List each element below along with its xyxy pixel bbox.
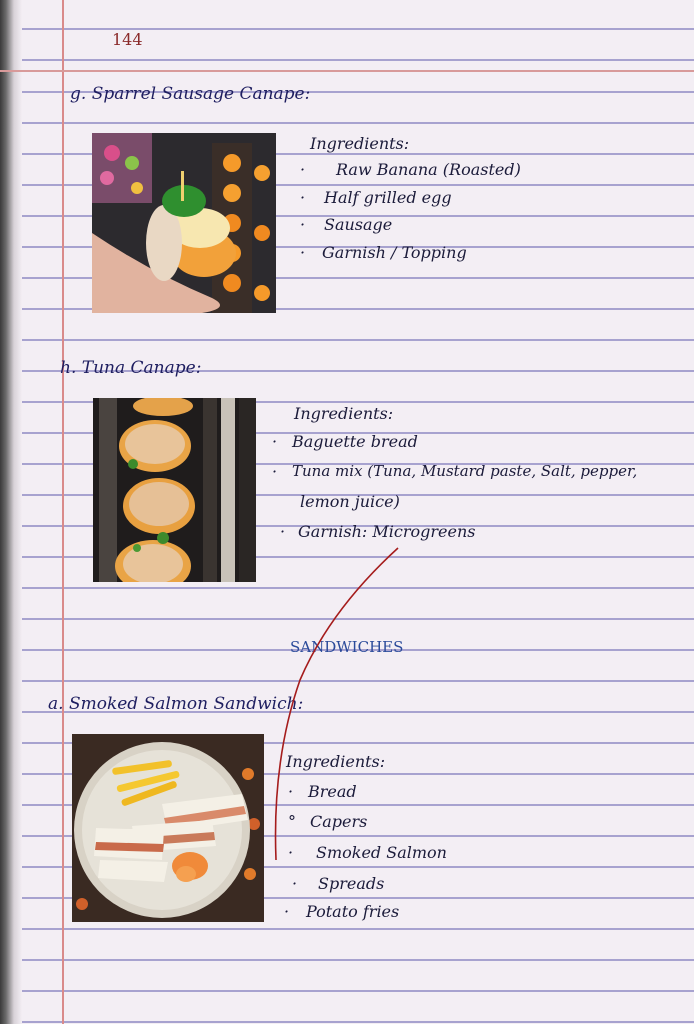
- ingredient-item: Raw Banana (Roasted): [336, 160, 521, 179]
- section-title-g: g. Sparrel Sausage Canape:: [70, 84, 311, 104]
- sandwiches-heading: SANDWICHES: [290, 638, 404, 656]
- ingredient-item: Baguette bread: [292, 432, 418, 451]
- ingredients-label-g: Ingredients:: [310, 134, 410, 153]
- bullet: ·: [300, 215, 306, 234]
- ingredient-item: Bread: [308, 782, 357, 801]
- ingredient-item: Sausage: [324, 215, 393, 234]
- ingredient-item: Spreads: [318, 874, 385, 893]
- ingredient-item: Half grilled egg: [324, 188, 452, 207]
- bullet: ·: [300, 160, 306, 179]
- bullet: °: [288, 812, 296, 831]
- bullet: ·: [288, 843, 294, 862]
- ingredient-item: Garnish / Topping: [322, 243, 467, 262]
- bullet: ·: [300, 188, 306, 207]
- bullet: ·: [272, 432, 278, 451]
- bullet: ·: [272, 462, 278, 481]
- ingredient-item: Capers: [310, 812, 368, 831]
- ingredients-label-h: Ingredients:: [294, 404, 394, 423]
- bullet: ·: [280, 522, 286, 541]
- page-number: 144: [112, 30, 143, 49]
- ingredient-item: Potato fries: [306, 902, 400, 921]
- ingredient-item: lemon juice): [300, 492, 400, 511]
- section-title-h: h. Tuna Canape:: [60, 358, 202, 378]
- ingredient-item: Smoked Salmon: [316, 843, 447, 862]
- bullet: ·: [292, 874, 298, 893]
- ingredients-label-a: Ingredients:: [286, 752, 386, 771]
- ingredient-item: Tuna mix (Tuna, Mustard paste, Salt, pepper,: [292, 462, 638, 480]
- section-title-a: a. Smoked Salmon Sandwich:: [48, 694, 304, 714]
- bullet: ·: [300, 243, 306, 262]
- ingredient-item: Garnish: Microgreens: [298, 522, 476, 541]
- bullet: ·: [284, 902, 290, 921]
- bullet: ·: [288, 782, 294, 801]
